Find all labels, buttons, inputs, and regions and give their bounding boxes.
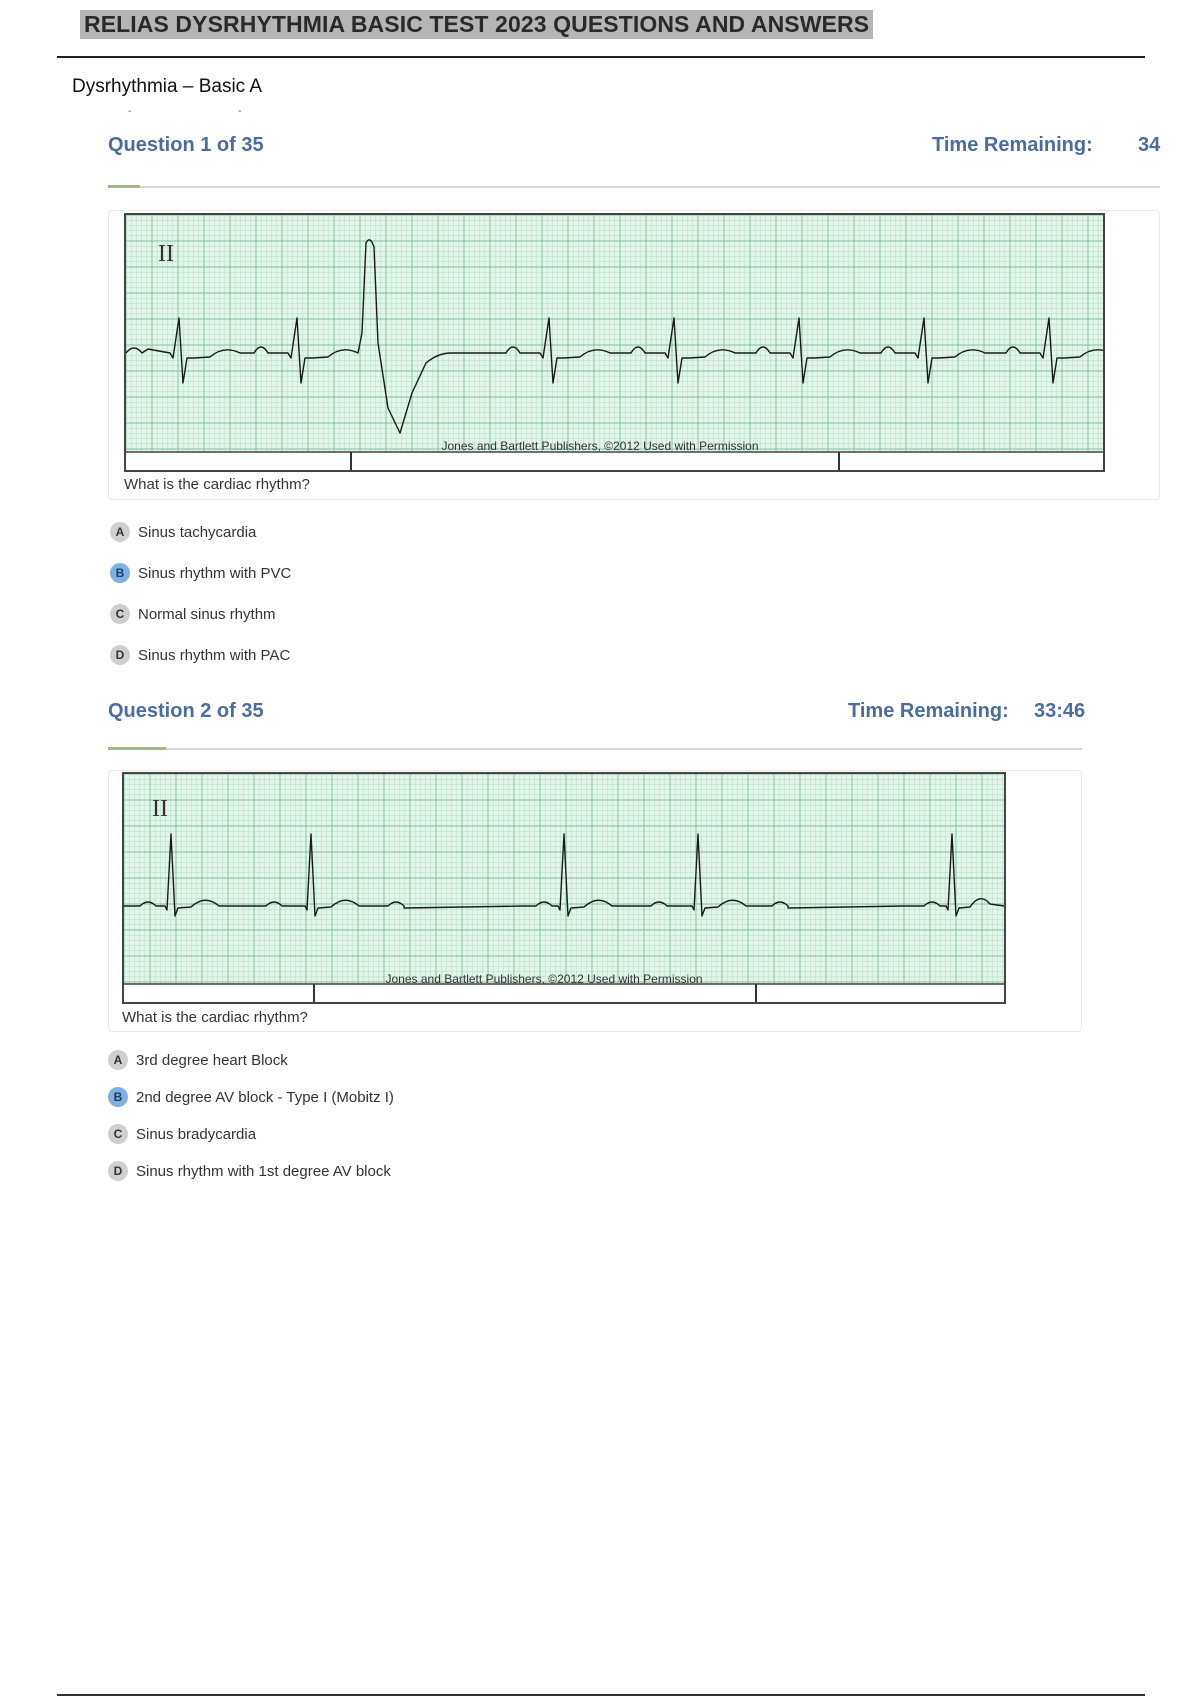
question-progress-fill bbox=[108, 185, 140, 188]
time-remaining-value: 34 bbox=[1138, 134, 1161, 156]
option-text: Sinus rhythm with PVC bbox=[138, 564, 292, 582]
ecg-strip bbox=[122, 772, 1006, 1004]
ecg-grid-background bbox=[124, 774, 1004, 984]
option-letter-badge: C bbox=[108, 1124, 128, 1144]
header-rule bbox=[57, 56, 1145, 58]
question-progress-fill bbox=[108, 747, 166, 750]
question-progress-bar bbox=[108, 748, 1082, 750]
answer-option-d[interactable] bbox=[108, 1161, 391, 1181]
answer-option-c[interactable] bbox=[110, 604, 276, 624]
option-text: 3rd degree heart Block bbox=[136, 1051, 288, 1069]
option-letter-badge: D bbox=[108, 1161, 128, 1181]
answer-option-b[interactable] bbox=[108, 1087, 394, 1107]
ecg-grid-background bbox=[126, 215, 1103, 452]
time-remaining-label: Time Remaining: bbox=[932, 134, 1093, 156]
question-card bbox=[108, 210, 1160, 500]
answer-option-a[interactable] bbox=[110, 522, 256, 542]
ecg-lead-label: II bbox=[158, 241, 174, 267]
question-card bbox=[108, 770, 1082, 1032]
section-title: Dysrhythmia – Basic A bbox=[72, 76, 263, 97]
question-number: Question 2 of 35 bbox=[108, 700, 264, 722]
document-title: RELIAS DYSRHYTHMIA BASIC TEST 2023 QUESTIONS AND ANSWERS bbox=[80, 10, 873, 39]
option-letter-badge: B bbox=[108, 1087, 128, 1107]
option-text: 2nd degree AV block - Type I (Mobitz I) bbox=[136, 1088, 394, 1106]
ecg-credit: Jones and Bartlett Publishers, ©2012 Used with Permission bbox=[385, 972, 703, 986]
answer-option-a[interactable] bbox=[108, 1050, 288, 1070]
ecg-lead-label: II bbox=[152, 796, 168, 822]
footer-rule bbox=[57, 1694, 1145, 1696]
answer-option-c[interactable] bbox=[108, 1124, 256, 1144]
section-marks: - - bbox=[128, 106, 294, 117]
ecg-tracing-mobitz-i bbox=[124, 774, 1004, 1002]
option-text: Sinus bradycardia bbox=[136, 1125, 257, 1143]
question-progress-bar bbox=[108, 186, 1160, 188]
option-letter-badge: A bbox=[110, 522, 130, 542]
option-letter-badge: B bbox=[110, 563, 130, 583]
question-prompt: What is the cardiac rhythm? bbox=[124, 476, 310, 493]
ecg-strip bbox=[124, 213, 1105, 472]
option-text: Normal sinus rhythm bbox=[138, 605, 276, 623]
option-text: Sinus rhythm with PAC bbox=[138, 646, 291, 664]
ecg-credit: Jones and Bartlett Publishers, ©2012 Used with Permission bbox=[441, 439, 759, 453]
question-number: Question 1 of 35 bbox=[108, 134, 264, 156]
answer-option-d[interactable] bbox=[110, 645, 290, 665]
option-text: Sinus rhythm with 1st degree AV block bbox=[136, 1162, 391, 1180]
time-remaining-value: 33:46 bbox=[1034, 700, 1086, 722]
ecg-tracing-sinus-with-pvc bbox=[126, 215, 1103, 470]
time-remaining-label: Time Remaining: bbox=[848, 700, 1009, 722]
answer-option-b[interactable] bbox=[110, 563, 291, 583]
option-letter-badge: A bbox=[108, 1050, 128, 1070]
option-letter-badge: D bbox=[110, 645, 130, 665]
question-prompt: What is the cardiac rhythm? bbox=[122, 1009, 308, 1026]
option-text: Sinus tachycardia bbox=[138, 523, 257, 541]
option-letter-badge: C bbox=[110, 604, 130, 624]
